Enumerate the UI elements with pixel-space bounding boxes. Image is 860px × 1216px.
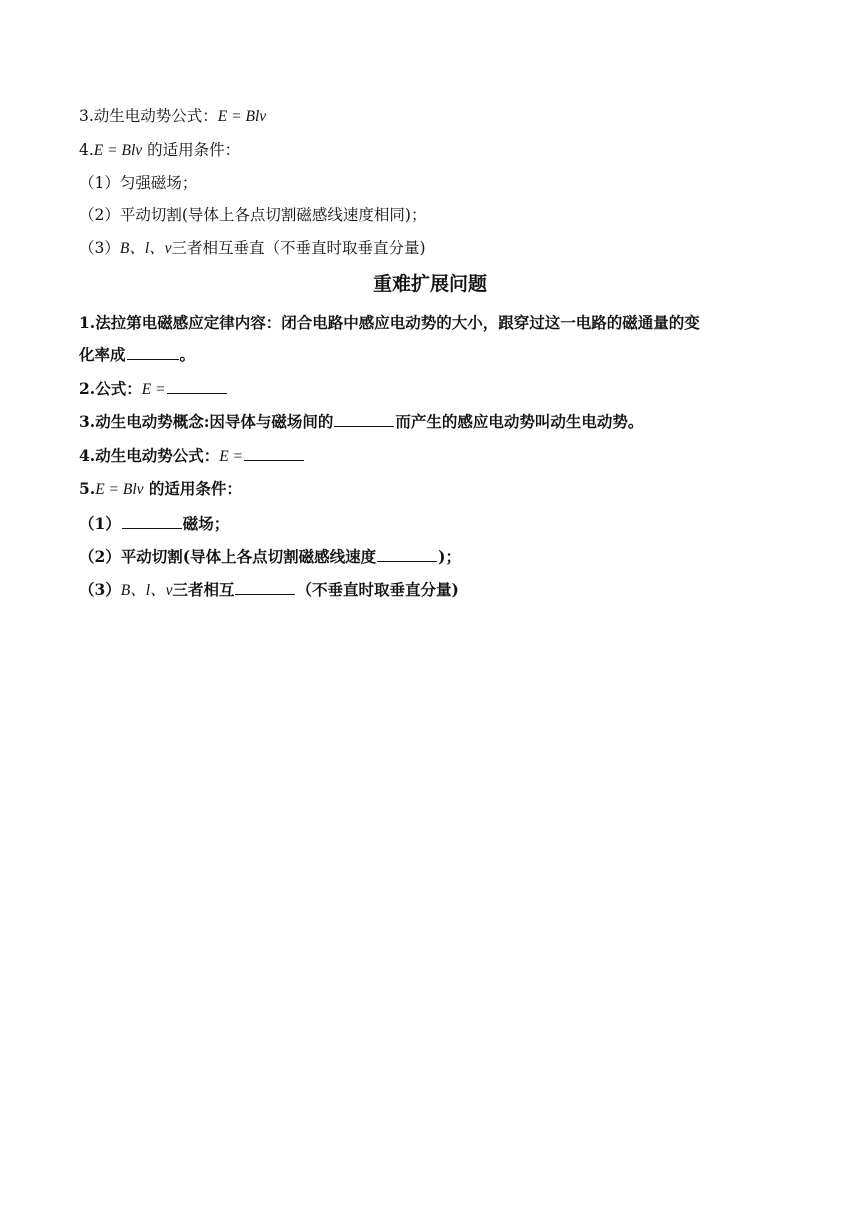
answer-blank[interactable] <box>235 579 295 595</box>
answer-blank[interactable] <box>167 378 227 394</box>
condition-heading-4: 4.E = Blv 的适用条件： <box>79 141 241 159</box>
variables: B、l、v <box>119 240 172 257</box>
answer-blank[interactable] <box>122 513 182 529</box>
question-5-1: （1） 磁场； <box>79 514 230 533</box>
question-4: 4.动生电动势公式：E = <box>79 445 800 467</box>
variables: B、l、v <box>120 582 173 599</box>
section-heading: 重难扩展问题 <box>372 273 487 295</box>
question-5-2: （2）平动切割(导体上各点切割磁感线速度 )； <box>79 547 461 566</box>
question-1-line-a: 1.法拉第电磁感应定律内容：闭合电路中感应电动势的大小，跟穿过这一电路的磁通量的变 <box>79 313 700 332</box>
question-1-line-b: 化率成 。 <box>79 345 196 364</box>
question-5-3: （3）B、l、v三者相互 （不垂直时取垂直分量) <box>79 580 459 599</box>
condition-2: （2）平动切割(导体上各点切割磁感线速度相同)； <box>79 206 427 224</box>
condition-3: （3）B、l、v三者相互垂直（不垂直时取垂直分量) <box>79 239 426 257</box>
question-2: 2.公式：E = <box>79 378 800 400</box>
answer-blank[interactable] <box>334 411 394 427</box>
condition-1: （1）匀强磁场； <box>79 174 198 192</box>
emf-formula: E = Blv <box>217 108 267 125</box>
emf-formula: E = Blv <box>95 481 144 498</box>
answer-blank[interactable] <box>127 344 179 360</box>
formula-line-3: 3.动生电动势公式：E = Blv <box>79 107 267 125</box>
question-3: 3.动生电动势概念:因导体与磁场间的 而产生的感应电动势叫动生电动势。 <box>79 412 644 431</box>
answer-blank[interactable] <box>244 445 304 461</box>
answer-blank[interactable] <box>377 546 437 562</box>
question-5: 5.E = Blv 的适用条件： <box>79 479 242 498</box>
emf-formula: E = Blv <box>93 142 143 159</box>
